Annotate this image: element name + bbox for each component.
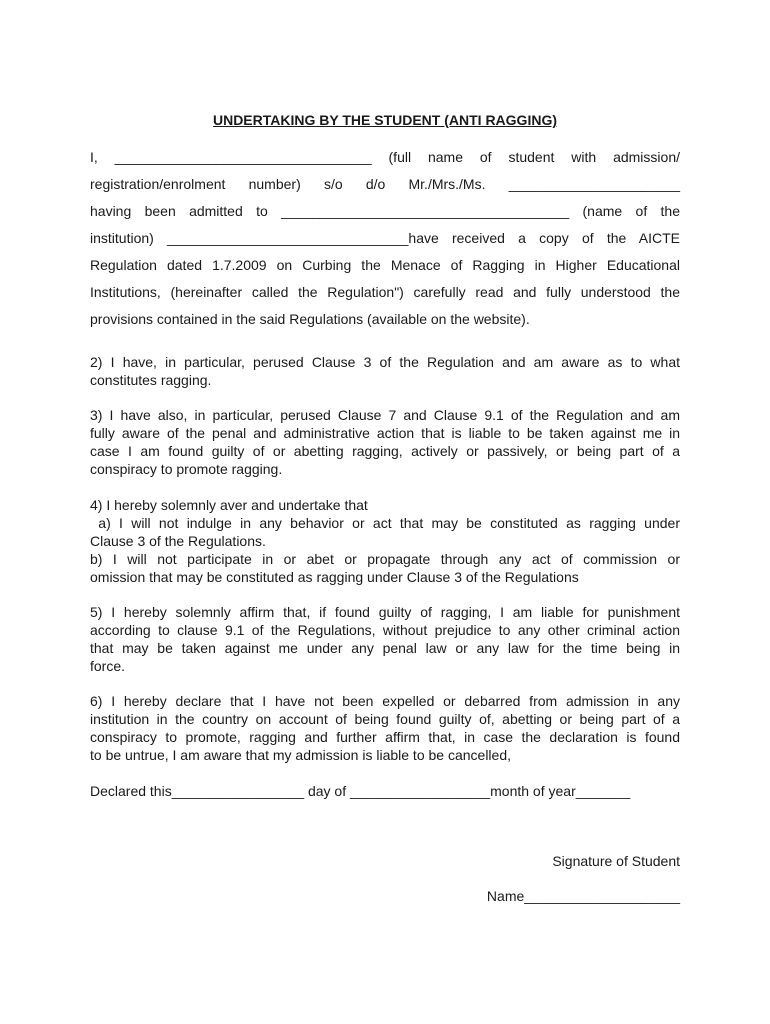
intro-line-6: Institutions, (hereinafter called the Regulation") carefully read and fully understood the [90,284,680,300]
clause-5-line: that may be taken against me under any penal law or any law for the time being in [90,640,680,656]
intro-line-1: I, _________________________________ (full name of student with admission/ [90,149,680,165]
clause-4 [90,496,680,586]
clause-2-line: 2) I have, in particular, perused Clause 3 of the Regulation and am aware as to what [90,354,680,370]
clause-3 [90,406,680,478]
clause-5-line: force. [90,658,126,674]
clause-4-line: Clause 3 of the Regulations. [90,533,266,549]
clause-2-line: constitutes ragging. [90,372,212,388]
clause-5 [90,603,680,675]
clause-3-line: conspiracy to promote ragging. [90,461,283,477]
clause-3-line: case I am found guilty of or abetting ragging, actively or passively, or being part of a [90,443,680,459]
clause-5-line: 5) I hereby solemnly affirm that, if found guilty of ragging, I am liable for punishment [90,604,680,620]
clause-3-line: 3) I have also, in particular, perused Clause 7 and Clause 9.1 of the Regulation and am [90,407,680,423]
name-line: Name____________________ [486,888,680,904]
clause-6-line: conspiracy to promote, ragging and further affirm that, in case the declaration is found [90,729,680,745]
clause-2 [90,353,680,389]
signature-label: Signature of Student [552,853,680,869]
clause-3-line: fully aware of the penal and administrative action that is liable to be taken against me in [90,425,680,441]
declaration-line: Declared this_________________ day of __________________month of year_______ [90,783,631,799]
clause-5-line: according to clause 9.1 of the Regulations, without prejudice to any other criminal action [90,622,680,638]
clause-4-line: 4) I hereby solemnly aver and undertake that [90,497,368,513]
intro-line-7: provisions contained in the said Regulations (available on the website). [90,311,530,327]
clause-6 [90,692,680,764]
intro-line-4: institution) _______________________________have received a copy of the AICTE [90,230,680,246]
clause-6-line: 6) I hereby declare that I have not been expelled or debarred from admission in any [90,693,680,709]
clause-6-line: institution in the country on account of being found guilty of, abetting or being part of a [90,711,680,727]
intro-line-2: registration/enrolment number) s/o d/o Mr./Mrs./Ms. ______________________ [90,176,680,192]
intro-line-3: having been admitted to _____________________________________ (name of the [90,203,680,219]
intro-line-5: Regulation dated 1.7.2009 on Curbing the Menace of Ragging in Higher Educational [90,257,680,273]
document-title: UNDERTAKING BY THE STUDENT (ANTI RAGGING) [212,112,558,128]
clause-4-line: omission that may be constituted as ragging under Clause 3 of the Regulations [90,569,579,585]
clause-4-line: a) I will not indulge in any behavior or act that may be constituted as ragging under [90,515,680,531]
clause-6-line: to be untrue, I am aware that my admission is liable to be cancelled, [90,747,511,763]
clause-4-line: b) I will not participate in or abet or propagate through any act of commission or [90,551,680,567]
